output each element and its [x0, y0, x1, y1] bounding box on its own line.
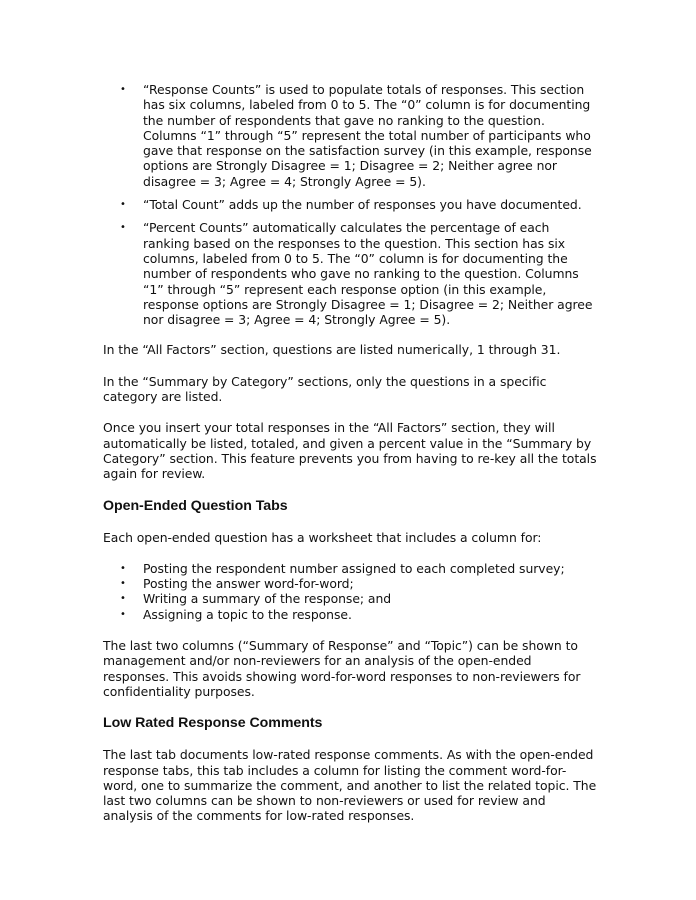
- list-item: [103, 591, 598, 606]
- response-counts-text: “Response Counts” is used to populate totals of responses. This section has six columns, labeled from 0 to 5. The “0” column is for documenting the number of respondents that gave no ranking to the question. Columns “1” through “5” represent the total number of participants who gave that response on the satisfaction survey (in this example, response options are Strongly Disagree = 1; Disagree = 2; Neither agree nor disagree = 3; Agree = 4; Strongly Agree = 5).: [143, 82, 592, 189]
- open-ended-heading: Open-Ended Question Tabs: [103, 497, 288, 514]
- document-page: [103, 82, 598, 824]
- list-item-text: Assigning a topic to the response.: [143, 606, 352, 622]
- low-rated-paragraph: The last tab documents low-rated response comments. As with the open-ended response tabs, this tab includes a column for listing the comment word-for-word, one to summarize the comment, and another to list the related topic. The last two columns can be shown to non-reviewers or used for review and analysis of the comments for low-rated responses.: [103, 747, 597, 824]
- response-sheet-bullet-list: [103, 82, 598, 327]
- all-factors-paragraph: In the “All Factors” section, questions are listed numerically, 1 through 31.: [103, 342, 561, 358]
- list-item: [103, 197, 598, 212]
- list-item-text: Writing a summary of the response; and: [143, 591, 392, 607]
- summary-by-category-paragraph: In the “Summary by Category” sections, only the questions in a specific category are listed.: [103, 373, 547, 405]
- open-ended-bullet-list: [103, 561, 598, 622]
- list-item: [103, 561, 598, 576]
- list-item: [103, 220, 598, 327]
- bullet-icon: •: [120, 199, 126, 211]
- open-ended-intro: Each open-ended question has a worksheet that includes a column for:: [103, 529, 542, 545]
- low-rated-heading: Low Rated Response Comments: [103, 715, 323, 732]
- list-item-text: Posting the respondent number assigned to each completed survey;: [143, 560, 565, 576]
- list-item: [103, 607, 598, 622]
- total-count-text: “Total Count” adds up the number of responses you have documented.: [143, 197, 582, 213]
- bullet-icon: •: [120, 608, 126, 620]
- list-item-text: Posting the answer word-for-word;: [143, 576, 354, 592]
- once-insert-paragraph: Once you insert your total responses in the “All Factors” section, they will automatically be listed, totaled, and given a percent value in the “Summary by Category” section. This feature prevents you from having to re-key all the totals again for review.: [103, 420, 597, 482]
- open-ended-closing-paragraph: The last two columns (“Summary of Response” and “Topic”) can be shown to management and/or non-reviewers for an analysis of the open-ended responses. This avoids showing word-for-word responses to non-reviewers for confidentiality purposes.: [103, 638, 581, 699]
- bullet-icon: •: [120, 593, 126, 605]
- list-item: [103, 576, 598, 591]
- bullet-icon: •: [120, 578, 126, 590]
- list-item: [103, 82, 598, 189]
- percent-counts-text: “Percent Counts” automatically calculates the percentage of each ranking based on the responses to the question. This section has six columns, labeled from 0 to 5. The “0” column is for documenting the number of respondents who gave no ranking to the question. Columns “1” through “5” represent each response option (in this example, response options are Strongly Disagree = 1; Disagree = 2; Neither agree nor disagree = 3; Agree = 4; Strongly Agree = 5).: [143, 220, 593, 328]
- bullet-icon: •: [120, 222, 126, 234]
- bullet-icon: •: [120, 84, 126, 95]
- bullet-icon: •: [120, 562, 126, 574]
